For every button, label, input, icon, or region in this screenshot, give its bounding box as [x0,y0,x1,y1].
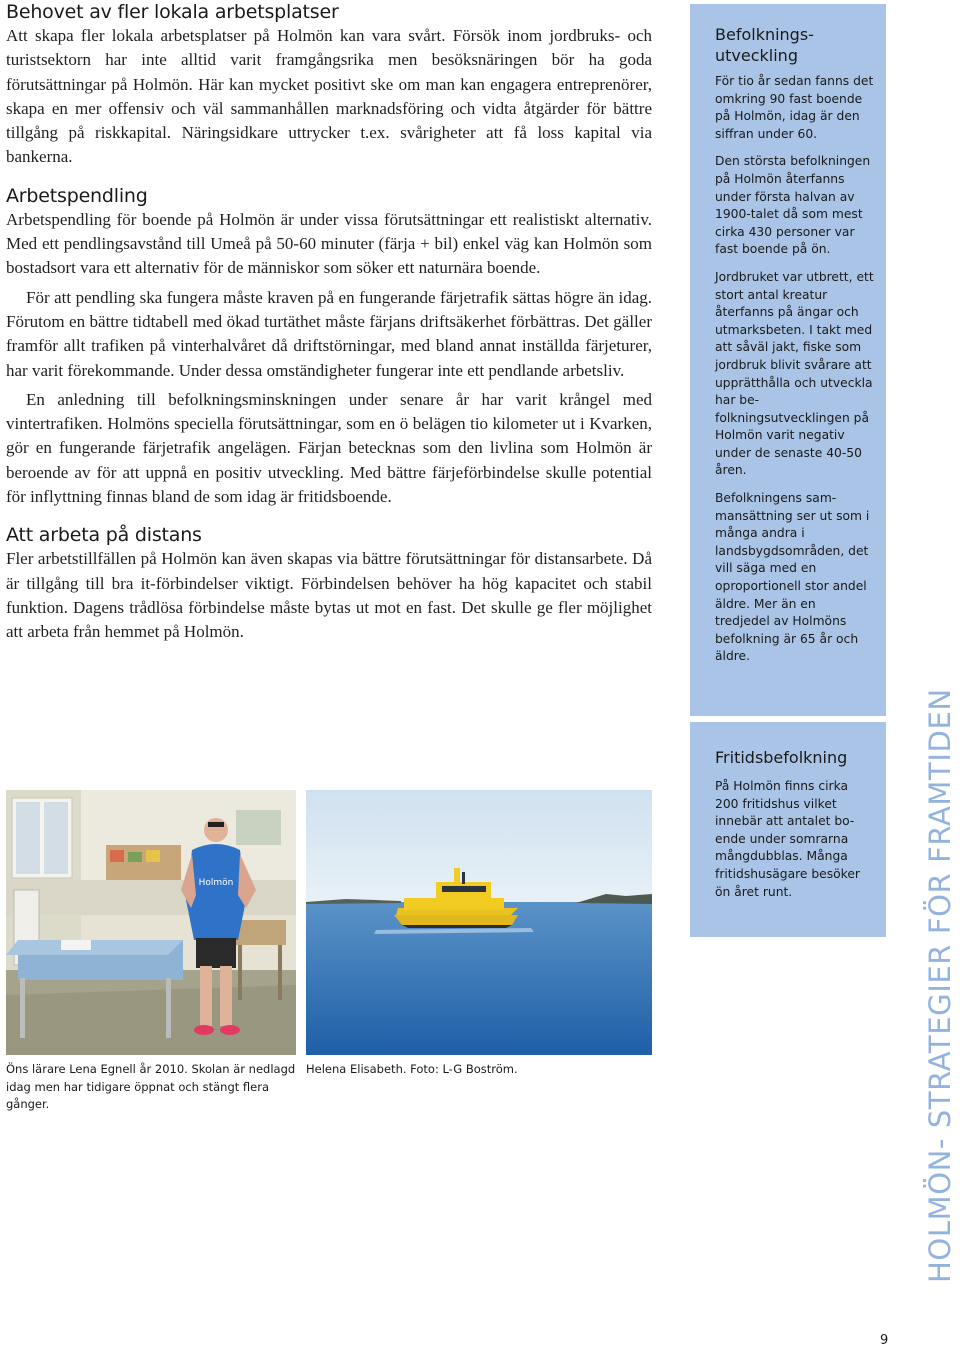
sidebar-paragraph: För tio år sedan fanns det omkring 90 fast boende på Holmön, idag är den siffran under 60. [715,74,874,141]
body-paragraph: För att pendling ska fungera måste kraven på en fungerande färjetrafik sättas högre än idag. Förutom en bättre tidtabell med ökad turtäthet måste färjans driftsäkerhet förbättras. Det gäller framför allt trafiken på vinterhalvåret då driftstörningar, med bland annat inställda färjeturer, har varit förekommande. Under dessa omständigheter fungerar inte ett pendlande arbetsliv. [6,287,652,380]
section-heading-lokala-arbetsplatser: Behovet av fler lokala arbetsplatser [6,1,339,23]
section-heading-arbetspendling: Arbetspendling [6,184,148,207]
sidebar-befolkningsutveckling [690,4,886,716]
ferry-photo [306,790,652,1055]
body-paragraph: Fler arbetstillfällen på Holmön kan även skapas via bättre förutsättningar för distansarbete. Då är tillgång till bra it-förbindelser viktigt. Förbindelsen behöver ha hög kapacitet och stabil funktion. Dagens trådlösa förbindelse måste bytas ut mot en fast. Det skulle ge fler möjlighet att arbeta från hemmet på Holmön. [6,549,652,642]
main-column [6,0,652,645]
body-paragraph: Arbetspendling för boende på Holmön är under vissa förutsättningar ett realistiskt alternativ. Med ett pendlingsavstånd till Umeå på 50-60 minuter (färja + bil) enkel väg kan Holmön som bostadsort vara ett alternativ för de människor som söker ett naturnära boende. [6,209,652,278]
sidebar-paragraph: På Holmön finns cirka 200 fritidshus vilket innebär att antalet boende under somrarna mångdubblas. Många fritidshusägare besöker ön året runt. [715,779,860,899]
shirt-print: Holmön [198,878,234,888]
sidebar-paragraph: Den största befolkningen på Holmön återfanns under första halvan av 1900-talet då som mest cirka 430 personer var fast boende på ön. [715,154,871,257]
sidebar-heading: Fritidsbefolkning [715,748,848,767]
body-paragraph: Att skapa fler lokala arbetsplatser på Holmön kan vara svårt. Försök inom jordbruks- och turistsektorn har inte alltid varit framgångsrika men besöksnäringen bör ha goda förutsättningar på Holmön. Här kan mycket positivt ske om man kan engagera entreprenörer, skapa en mer offensiv och väl sammanhållen marknadsföring och vidta åtgärder för bättre tillgång på riskkapital. Näringsidkare uttrycker t.ex. svårigheter att få loss kapital via bankerna. [6,26,652,167]
sidebar-heading: Befolkningsutveckling [715,25,814,65]
page-number: 9 [880,1333,889,1348]
classroom-photo [6,790,296,1055]
sidebar-fritidsbefolkning [690,722,886,937]
section-heading-distans: Att arbeta på distans [6,524,202,547]
ferry-caption: Helena Elisabeth. Foto: L-G Boström. [306,1062,518,1076]
body-paragraph: En anledning till befolkningsminskningen under senare år har varit krångel med vintertrafiken. Holmöns speciella förutsättningar, som en ö belägen tio kilometer ut i Kvarken, gör en fungerande färjetrafik angelägen. Färjan betecknas som den livlina som Holmön är beroende av för att uppnå en positiv utveckling. Med bättre färjeförbindelse skulle potential för inflyttning finnas bland de som idag är fritidsboende. [6,389,652,507]
vertical-document-title: HOLMÖN- STRATEGIER FÖR FRAMTIDEN [923,688,957,1283]
classroom-caption: Öns lärare Lena Egnell år 2010. Skolan är nedlagd idag men har tidigare öppnat och stängt flera gånger. [6,1062,296,1111]
sidebar-paragraph: Jordbruket var utbrett, ett stort antal kreatur återfanns på ängar och utmarksbeten. I takt med att såväl jakt, fiske som jordbruk blivit svårare att upprätthålla och utveckla har befolkningsutvecklingen på Holmön varit negativ under de senaste 40-50 åren. [715,269,874,478]
sidebar-paragraph: Befolkningens sammansättning ser ut som i många andra i landsbygdsområden, det vill säga med en oproportionell stor andel äldre. Mer än en tredjedel av Holmöns befolkning är 65 år och äldre. [715,491,870,664]
